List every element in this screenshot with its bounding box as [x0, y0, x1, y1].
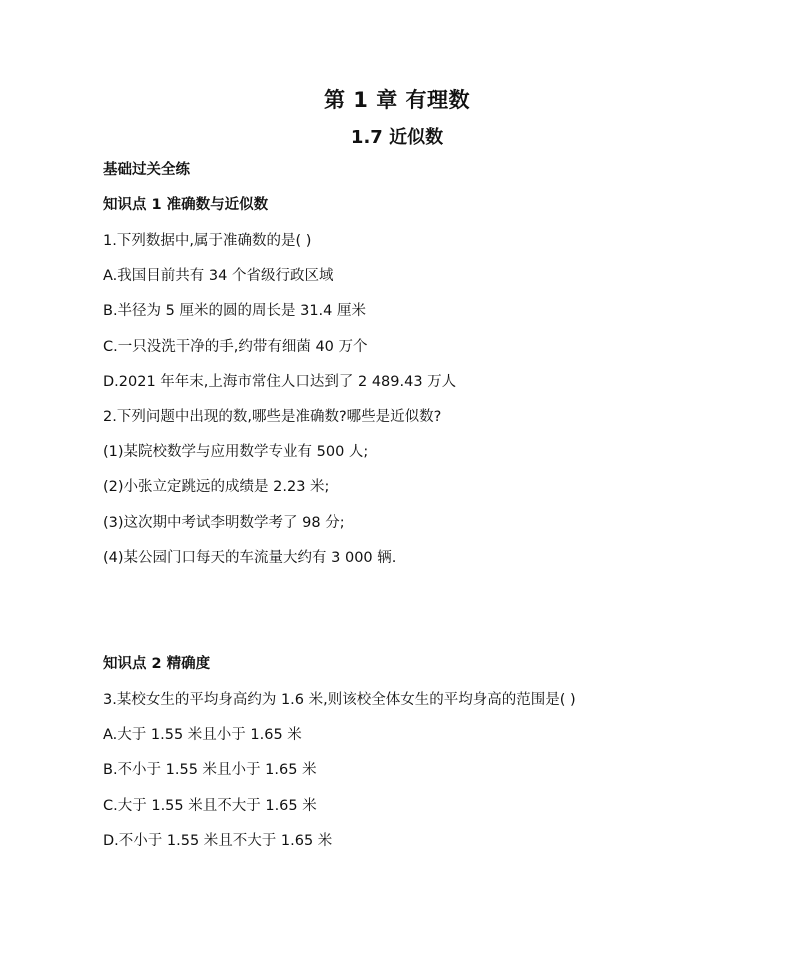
question-1-option-a: A.我国目前共有 34 个省级行政区域 [103, 268, 334, 284]
question-2-item-2: (2)小张立定跳远的成绩是 2.23 米; [103, 479, 330, 495]
knowledge-point-2-heading: 知识点 2 精确度 [103, 656, 211, 672]
question-2-item-3: (3)这次期中考试李明数学考了 98 分; [103, 515, 345, 531]
question-3-option-d: D.不小于 1.55 米且不大于 1.65 米 [103, 833, 333, 849]
question-1-option-c: C.一只没洗干净的手,约带有细菌 40 万个 [103, 339, 368, 355]
question-2-stem: 2.下列问题中出现的数,哪些是准确数?哪些是近似数? [103, 409, 442, 425]
question-3-option-a: A.大于 1.55 米且小于 1.65 米 [103, 727, 302, 743]
practice-heading: 基础过关全练 [103, 162, 190, 178]
question-3-option-c: C.大于 1.55 米且不大于 1.65 米 [103, 798, 317, 814]
question-2-item-1: (1)某院校数学与应用数学专业有 500 人; [103, 444, 369, 460]
question-1-option-d: D.2021 年年末,上海市常住人口达到了 2 489.43 万人 [103, 374, 457, 390]
knowledge-point-1-heading: 知识点 1 准确数与近似数 [103, 197, 269, 213]
question-2-item-4: (4)某公园门口每天的车流量大约有 3 000 辆. [103, 550, 397, 566]
question-3-option-b: B.不小于 1.55 米且小于 1.65 米 [103, 762, 317, 778]
question-3-stem: 3.某校女生的平均身高约为 1.6 米,则该校全体女生的平均身高的范围是( ) [103, 692, 576, 708]
question-1-option-b: B.半径为 5 厘米的圆的周长是 31.4 厘米 [103, 303, 367, 319]
section-title: 1.7 近似数 [350, 127, 444, 148]
chapter-title: 第 1 章 有理数 [323, 88, 471, 112]
question-1-stem: 1.下列数据中,属于准确数的是( ) [103, 233, 312, 249]
